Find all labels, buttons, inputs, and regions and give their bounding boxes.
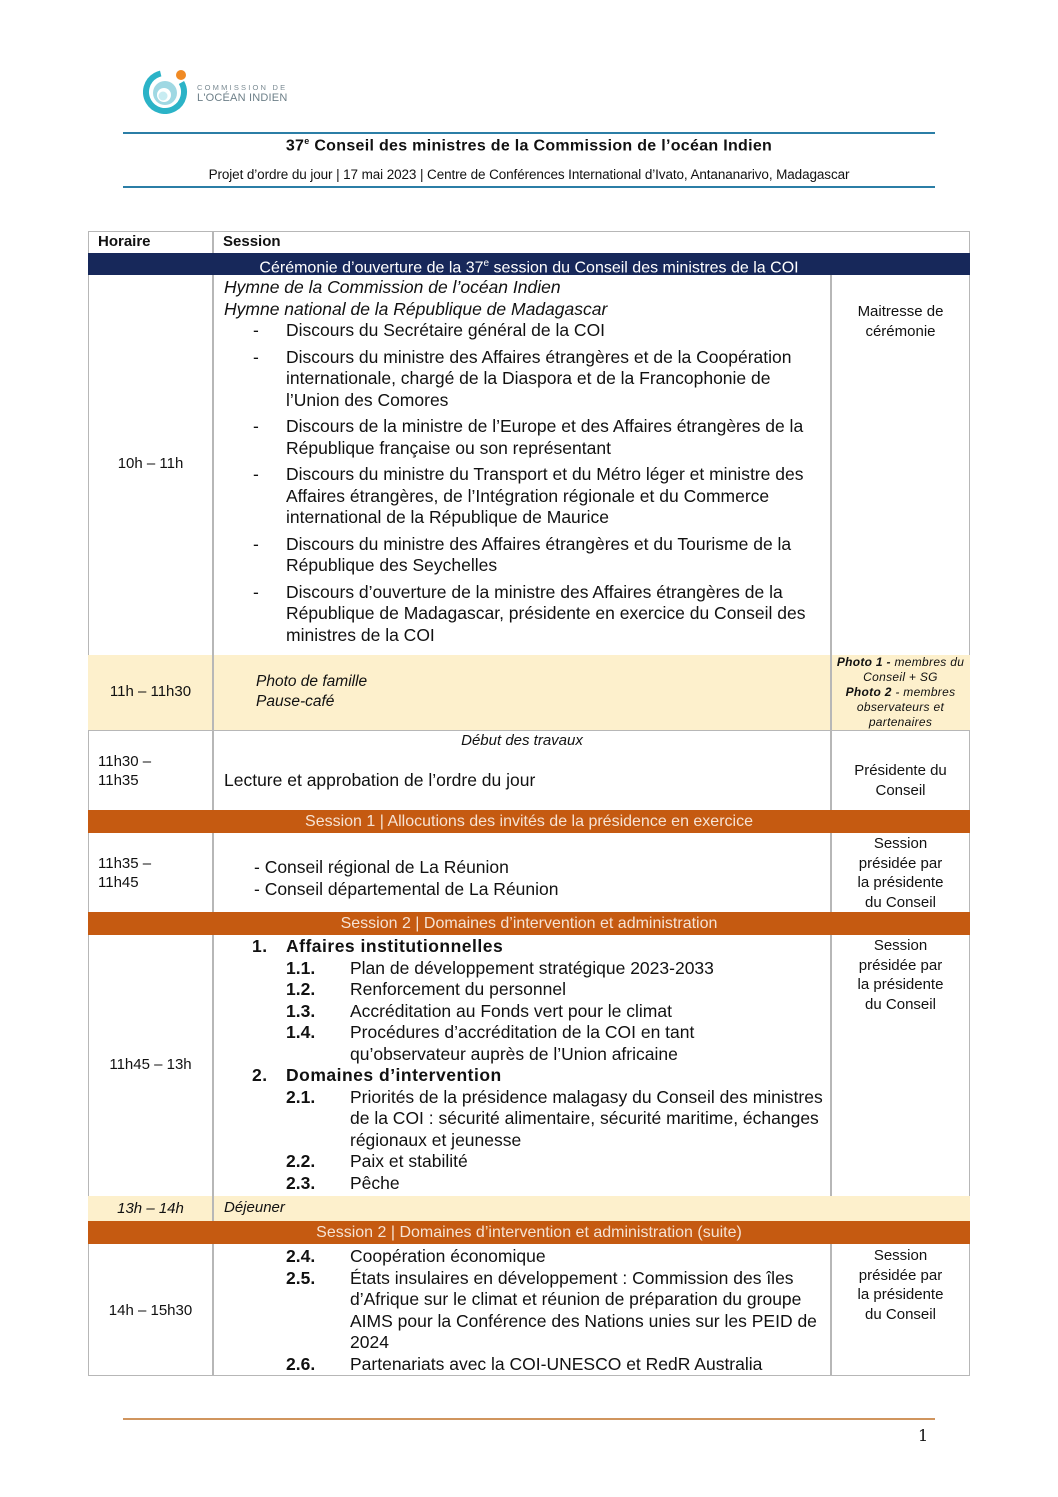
column-divider	[830, 1244, 832, 1376]
list-item	[224, 416, 824, 459]
band-text-rest: session du Conseil des ministres de la COI	[489, 259, 799, 277]
item-text: Renforcement du personnel	[350, 979, 566, 999]
band-superscript: e	[483, 258, 490, 269]
photo-line: Photo de famille	[256, 673, 368, 690]
header-rule-bottom	[123, 186, 935, 188]
role-line: Maitresse de	[857, 303, 944, 320]
item-number: 2.2.	[286, 1151, 316, 1171]
list-item	[224, 582, 824, 647]
list-item: - Conseil départemental de La Réunion	[254, 879, 559, 899]
item-number: 2.4.	[286, 1246, 316, 1266]
section-number: 2.	[252, 1065, 268, 1085]
coi-logo	[143, 66, 191, 114]
page-title	[123, 136, 935, 155]
session-cell	[256, 672, 367, 712]
column-divider	[212, 833, 214, 913]
time-cell: 11h – 11h30	[109, 683, 192, 700]
time-cell	[98, 854, 151, 892]
list-item	[224, 534, 824, 577]
item-text: Accréditation au Fonds vert pour le climat	[350, 1000, 672, 1021]
role-line: la présidente	[857, 874, 944, 891]
page-subtitle: Projet d’ordre du jour | 17 mai 2023 | Centre de Conférences International d’Ivato, Antananarivo, Madagascar	[208, 167, 850, 182]
item-text: Procédures d’accréditation de la COI en tant qu’observateur auprès de l’Union africaine	[350, 1022, 695, 1064]
table-row-guests	[88, 833, 970, 913]
logo-text-line1: COMMISSION DE	[197, 83, 288, 92]
item-text: Priorités de la présidence malagasy du Conseil des ministres de la COI : sécurité alimentaire, sécurité maritime, échanges régionaux et jeunesse	[350, 1086, 823, 1150]
table-row-lunch	[88, 1196, 970, 1222]
item-text: Coopération économique	[350, 1246, 546, 1266]
debut-text: Lecture et approbation de l’ordre du jour	[224, 770, 536, 790]
band-session-1: Session 1 | Allocutions des invités de la présidence en exercice	[88, 810, 970, 833]
column-header-session: Session	[223, 233, 281, 250]
item-number: 2.3.	[286, 1172, 316, 1193]
item-number: 1.3.	[286, 1000, 316, 1021]
list-item	[224, 1022, 780, 1065]
photo1-text: membres du Conseil + SG	[863, 655, 965, 684]
time-line: 11h35 –	[98, 855, 152, 872]
item-number: 1.2.	[286, 979, 316, 999]
list-item	[224, 1173, 824, 1195]
coi-logo-icon	[143, 66, 191, 114]
role-line: du Conseil	[865, 995, 936, 1013]
item-number: 2.5.	[286, 1267, 316, 1288]
list-item-text: Discours du Secrétaire général de la COI	[286, 320, 606, 340]
pause-line: Pause-café	[256, 693, 335, 710]
role-line: la présidente	[857, 976, 944, 993]
role-cell	[831, 936, 970, 1014]
session-cell	[224, 1246, 824, 1375]
role-line: présidée par	[858, 1266, 943, 1284]
photo2-label: Photo 2	[845, 685, 892, 699]
role-line: du Conseil	[865, 1305, 936, 1323]
column-divider	[830, 275, 832, 656]
role-line: Conseil	[875, 781, 926, 799]
role-line: cérémonie	[865, 322, 936, 340]
logo-text-line2: L'OCÉAN INDIEN	[197, 92, 288, 104]
dash-bullet: -	[253, 464, 259, 484]
header-rule-top	[123, 132, 935, 134]
item-number: 2.1.	[286, 1086, 316, 1107]
list-item	[224, 1354, 824, 1376]
role-line: présidée par	[858, 854, 943, 872]
table-row-afternoon	[88, 1244, 970, 1376]
photo1-label: Photo 1 -	[836, 655, 891, 669]
role-line: la présidente	[857, 1286, 944, 1303]
item-text: Pêche	[350, 1172, 400, 1193]
table-row-domains	[88, 935, 970, 1197]
role-line: du Conseil	[865, 893, 936, 911]
table-row-photo	[88, 655, 970, 731]
list-item	[224, 1268, 830, 1354]
column-divider	[830, 935, 832, 1197]
item-text: États insulaires en développement : Commission des îles d’Afrique sur le climat et réunion de préparation du groupe AIMS pour la Conférence des Nations unies sur les PEID de 2024	[350, 1267, 817, 1352]
item-text: Paix et stabilité	[350, 1151, 468, 1171]
time-cell	[98, 752, 151, 790]
item-number: 1.4.	[286, 1022, 316, 1042]
band-session-2-suite: Session 2 | Domaines d’intervention et administration (suite)	[88, 1221, 970, 1244]
column-divider	[212, 231, 214, 254]
section-number: 1.	[252, 936, 268, 956]
section-title: Affaires institutionnelles	[286, 936, 504, 956]
column-divider	[212, 1244, 214, 1376]
role-cell	[831, 761, 970, 800]
role-line: Présidente du	[854, 762, 947, 779]
item-text: Partenariats avec la COI-UNESCO et RedR Australia	[350, 1353, 763, 1374]
page-number: 1	[918, 1426, 929, 1445]
dash-bullet: -	[253, 581, 259, 602]
list-item-text: Discours du ministre des Affaires étrangères et de la Coopération internationale, chargé de la Diaspora et de la Francophonie de l’Union des Comores	[286, 346, 792, 410]
list-item	[224, 347, 824, 412]
list-item	[224, 1087, 830, 1152]
title-superscript: e	[304, 136, 310, 146]
photo-note-cell	[831, 655, 970, 730]
list-item-text: Discours du ministre des Affaires étrangères et du Tourisme de la République des Seychelles	[286, 533, 792, 575]
role-cell	[831, 834, 970, 912]
item-text: Plan de développement stratégique 2023-2033	[350, 957, 714, 978]
column-divider	[830, 655, 832, 731]
dash-bullet: -	[253, 346, 259, 367]
list-item	[224, 1246, 824, 1268]
session-cell	[224, 936, 824, 1194]
section-heading	[224, 1065, 824, 1087]
list-item	[224, 464, 824, 529]
time-line: 11h30 –	[98, 753, 152, 770]
session-cell	[224, 277, 824, 651]
time-cell: 11h45 – 13h	[109, 1056, 192, 1073]
intro-line: Hymne de la Commission de l’océan Indien	[224, 277, 561, 297]
list-item	[224, 1001, 824, 1023]
list-item-text: Discours de la ministre de l’Europe et des Affaires étrangères de la République française ou son représentant	[286, 416, 804, 458]
band-text: Cérémonie d’ouverture de la 37	[259, 259, 484, 277]
lunch-text: Déjeuner	[224, 1199, 285, 1216]
role-cell	[831, 1246, 970, 1324]
dash-bullet: -	[253, 416, 259, 436]
table-row-opening	[88, 275, 970, 656]
list-item	[224, 320, 824, 342]
section-heading	[224, 936, 824, 958]
item-number: 1.1.	[286, 957, 316, 978]
title-text: Conseil des ministres de la Commission de l’océan Indien	[309, 137, 773, 155]
photo2-text: - membres observateurs et partenaires	[856, 685, 956, 729]
role-line: Session	[873, 835, 928, 852]
list-item	[224, 1151, 824, 1173]
intro-line: Hymne national de la République de Madagascar	[224, 298, 608, 319]
dash-bullet: -	[253, 320, 259, 340]
column-divider	[212, 935, 214, 1197]
list-item	[224, 958, 824, 980]
band-opening-ceremony	[88, 253, 970, 275]
list-item-text: Discours du ministre du Transport et du Métro léger et ministre des Affaires étrangères, de l’Intégration régionale et du Commerce international de la République de Maurice	[286, 464, 804, 527]
role-line: Session	[873, 937, 928, 954]
role-cell	[831, 302, 970, 341]
list-item: - Conseil régional de La Réunion	[254, 857, 509, 877]
debut-subtitle: Début des travaux	[461, 732, 583, 749]
dash-bullet: -	[253, 533, 259, 554]
title-number: 37	[285, 137, 305, 155]
role-line: présidée par	[858, 956, 943, 974]
column-divider	[212, 655, 214, 731]
time-line: 11h45	[98, 874, 139, 891]
session-cell	[254, 856, 559, 900]
time-cell: 13h – 14h	[117, 1200, 184, 1217]
time-line: 11h35	[98, 772, 139, 789]
list-item-text: Discours d’ouverture de la ministre des Affaires étrangères de la République de Madagascar, présidente en exercice du Conseil des ministres de la COI	[286, 581, 806, 645]
role-line: Session	[873, 1247, 928, 1264]
footer-rule	[123, 1418, 935, 1420]
section-title: Domaines d’intervention	[286, 1065, 502, 1085]
band-session-2: Session 2 | Domaines d’intervention et administration	[88, 912, 970, 935]
table-row-debut	[88, 730, 970, 811]
list-item	[224, 979, 824, 1001]
column-divider	[830, 730, 832, 811]
column-divider	[212, 1196, 214, 1222]
column-header-horaire: Horaire	[98, 233, 151, 250]
column-divider	[212, 730, 214, 811]
time-cell: 14h – 15h30	[108, 1302, 193, 1319]
table-header-row	[88, 231, 970, 254]
item-number: 2.6.	[286, 1353, 316, 1374]
column-divider	[830, 833, 832, 913]
column-divider	[212, 275, 214, 656]
time-cell: 10h – 11h	[117, 455, 184, 472]
